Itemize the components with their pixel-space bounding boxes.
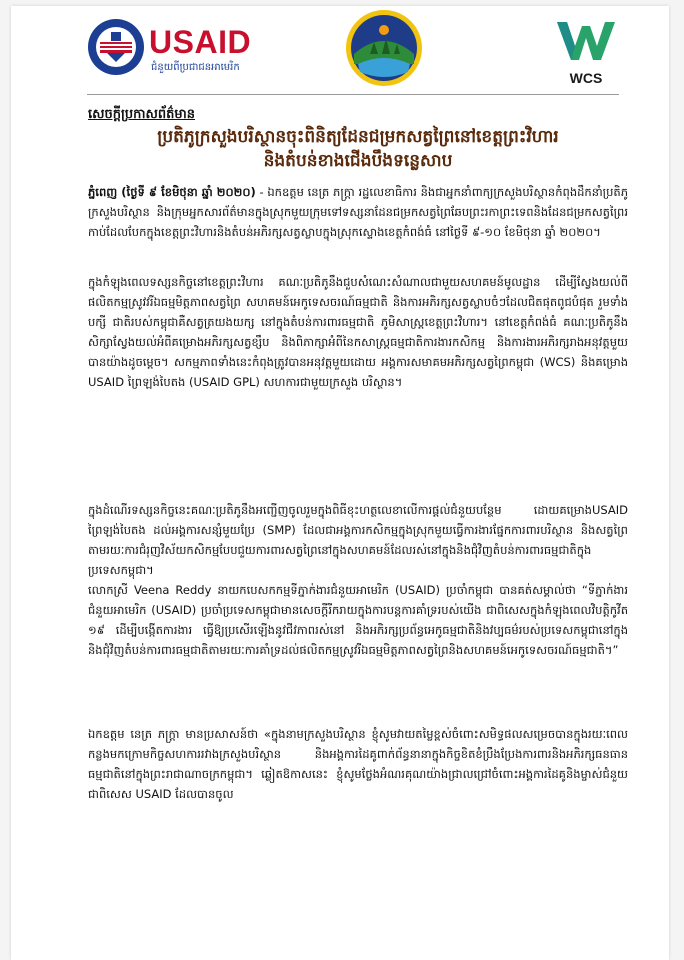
usaid-tagline: ជំនួយពីប្រជាជនអាមេរិក <box>151 62 240 73</box>
usaid-wordmark: USAID <box>149 24 252 60</box>
wcs-wordmark: WCS <box>569 70 603 86</box>
paragraph-3: ក្នុងដំណើរទស្សនកិច្ចនេះគណៈប្រតិភូនឹងអញ្ជើញចូលរួមក្នុងពិធីខុះហត្ថលេខាលើការផ្តល់ជំនួយបន្ថែម ដោយគម្រោងUSAID ព្រៃឡង់បៃតង ដល់អង្គការសន្សំមួយប្រែ (SMP) ដែលជាអង្គការកសិកម្មក្នុងស្រុកមួយធ្វើការងារផ្នែកការពារបរិស្ថាន និងសត្វព្រៃតាមរយៈការជំរុញវិស័យកសិកម្មបែបជួយការពារសត្វព្រៃនៅក្នុងសហគមន៍ដែលរស់នៅក្នុងនិងជុំវិញតំបន់ការពារធម្មជាតិក្នុងប្រទេសកម្ពុជា។ <box>88 503 628 577</box>
page-title <box>88 125 628 173</box>
paragraph-1-body: - ឯកឧត្តម នេត្រ ភក្ត្រា រដ្ឋលេខាធិការ និងជាអ្នកនាំពាក្យក្រសួងបរិស្ថានកំពុងដឹកនាំប្រតិភូក្រសួងបរិស្ថាន និងក្រុមអ្នកសារព័ត៌មានក្នុងស្រុកមួយក្រុមទៅទស្សនាដែនជម្រកសត្វព្រៃឆែបព្រះរកាព្រះទេពនិងដែនជម្រកសត្វព្រៃរកាប់ដែលបែកក្នុងខេត្តព្រះវិហារនិងតំបន់អភិរក្សសត្វស្លាបក្នុងស្រុកស្ទោងខេត្តកំពង់ធំ នៅថ្ងៃទី ៩-១០ ខែមិថុនា ឆ្នាំ ២០២០។ <box>88 185 628 239</box>
wcs-w-mark-icon <box>553 16 619 66</box>
title-line-1: ប្រតិភូក្រសួងបរិស្ថានចុះពិនិត្យដែនជម្រកសត្វព្រៃនៅខេត្តព្រះវិហារ <box>157 127 559 147</box>
paragraph-2: ក្នុងកំឡុងពេលទស្សនកិច្ចនៅខេត្តព្រះវិហារ គណៈប្រតិភូនឹងជួបសំណេះសំណាលជាមួយសហគមន៍មូលដ្ឋាន ដើម្បីស្វែងយល់ពីផលិតកម្មស្រូវវរីឯធម្មមិត្តភាពសត្វព្រៃ សហគមន៍អេកូទេសចរណ៍ធម្មជាតិ និងការអភិរក្សសត្វស្លាបចំៗដែលជិតផុតពូជបំផុត រួមទាំងបក្សី ជាតិរបស់កម្ពុជាគឺសត្វត្រយងយក្ស នៅក្នុងតំបន់ការពារធម្មជាតិ ភូមិសាស្ត្រខេត្តព្រះវិហារ។ នៅខេត្តកំពង់ធំ គណៈប្រតិភូនឹងសិក្សាស្វែងយល់អំពីគម្រោងអភិរក្សសត្វខ្សឹប និងពិភាក្សាអំពីនៃកសាស្ត្រធម្មជាតិការងារកសិកម្ម និងការងារអភិរក្សរាងអនុវត្តមួយបានយ៉ាងដូចម្តេច។ សកម្មភាពទាំងនេះកំពុងត្រូវបានអនុវត្តមួយដោយ អង្គការសមាគមអភិរក្សសត្វព្រៃកម្ពុជា (WCS) និងគម្រោង USAID ព្រៃឡង់បៃតង (USAID GPL) សហការជាមួយក្រសួង បរិស្ថាន។ <box>88 275 628 389</box>
paragraph-4: លោកស្រី Veena Reddy នាយកបេសកកម្មទីភ្នាក់ងារជំនួយអាមេរិក (USAID) ប្រចាំកម្ពុជា បានគត់សម្គាល់ថា “ទីភ្នាក់ងារជំនួយអាមេរិក (USAID) ប្រចាំប្រទេសកម្ពុជាមានសេចក្តីរីករាយក្នុងការបន្តការគាំទ្ររបស់យើង ជាពិសេសក្នុងកំឡុងពេលវិបត្តិកូវីត ១៩ ដើម្បីបង្កើតការងារ ធ្វើឱ្យប្រសើរឡើងនូវជីវភាពរស់នៅ និងអភិរក្សប្រព័ន្ធអេកូធម្មជាតិនិងវប្បធម៌របស់ប្រទេសកម្ពុជានៅក្នុងនិងជុំវិញតំបន់ការពារធម្មជាតិតាមរយៈការគាំទ្រដល់ផលិតកម្មស្រូវរីឯធម្មមិត្តភាពសត្វព្រៃនិងសហគមន៍អេកូទេសចរណ៍ធម្មជាតិ។” <box>88 583 628 657</box>
usaid-logo <box>87 18 287 78</box>
press-release-page <box>11 6 669 960</box>
title-line-2: និងតំបន់ខាងជើងបឹងទន្លេសាប <box>263 151 453 171</box>
document-label: សេចក្តីប្រកាសព័ត៌មាន <box>88 107 196 122</box>
paragraph-1 <box>88 182 628 242</box>
usaid-seal-icon <box>87 18 145 76</box>
header-divider <box>87 94 619 95</box>
wcs-logo <box>553 16 619 86</box>
protected-area-emblem-icon <box>344 8 424 88</box>
paragraph-5: ឯកឧត្តម នេត្រ ភក្ត្រា មានប្រសាសន៍ថា «ក្នុងនាមក្រសួងបរិស្ថាន ខ្ញុំសូមវាយតម្លៃខ្ពស់ចំពោះសមិទ្ធផលសម្រេចបានក្នុងរយៈពេលកន្លងមកក្រោមកិច្ចសហការរវាងក្រសួងបរិស្ថាន និងអង្គការដៃគូពាក់ព័ន្ធនានាក្នុងកិច្ចខិតខំប្រឹងប្រែងការពារនិងអភិរក្សធនធានធម្មជាតិនៅក្នុងព្រះរាជាណាចក្រកម្ពុជា។ ឆ្លៀតឱកាសនេះ ខ្ញុំសូមថ្លែងអំណរគុណយ៉ាងជ្រាលជ្រៅចំពោះអង្គការដៃគូនិងម្ចាស់ជំនួយ ជាពិសេស USAID ដែលបានចូល <box>88 727 628 801</box>
dateline: ភ្នំពេញ (ថ្ងៃទី ៩ ខែមិថុនា ឆ្នាំ ២០២០) <box>88 185 256 199</box>
